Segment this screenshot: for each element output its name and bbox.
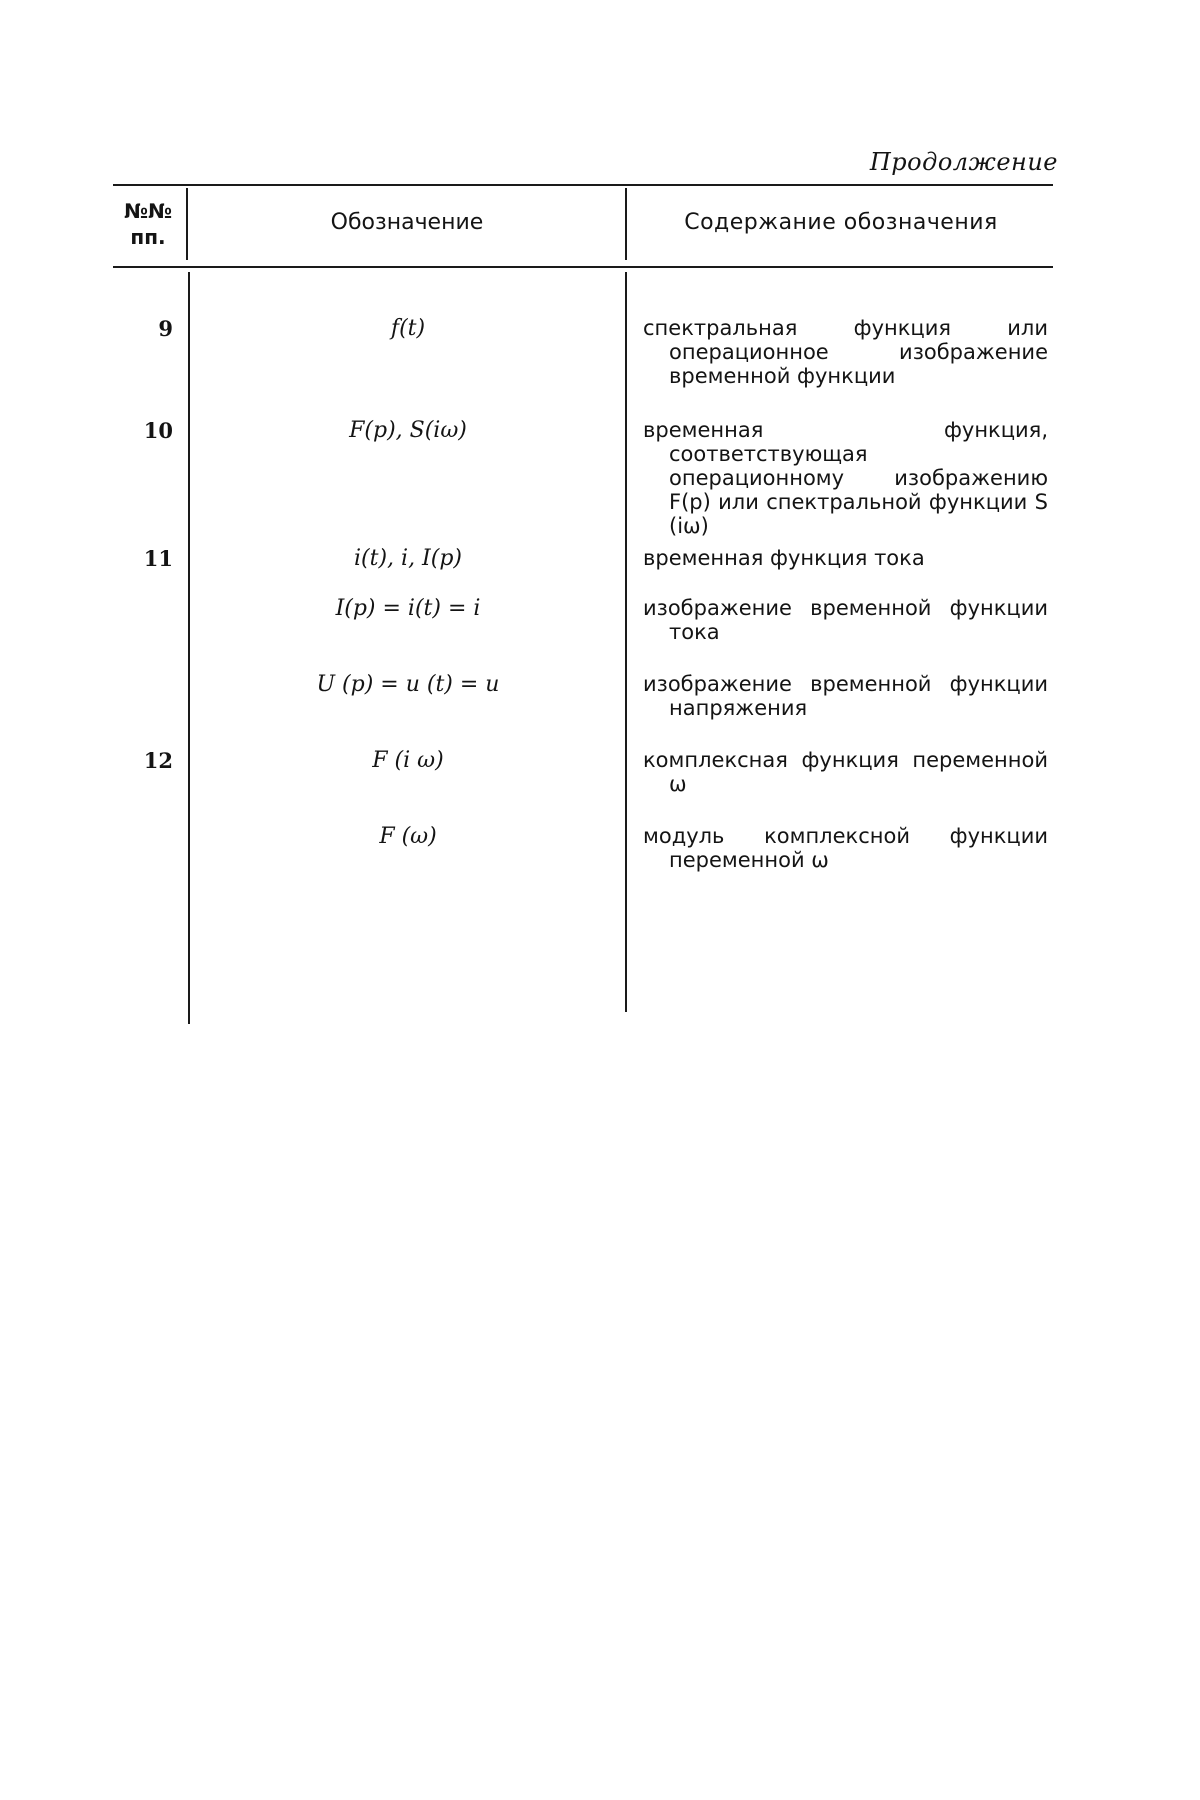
designations-table: [113, 184, 1053, 1024]
column-header-content: Содержание обозначения: [684, 210, 998, 235]
table-top-rule: [113, 184, 1053, 186]
column-header-number: №№ пп.: [123, 199, 173, 249]
row-content: изображение временной функции тока: [643, 596, 1048, 644]
row-content: изображение временной функции напряжения: [643, 672, 1048, 720]
row-content: временная функция, соответствующая операционному изображению F(p) или спектральной функции S (iω): [643, 418, 1048, 538]
row-designation: F (ω): [379, 824, 437, 849]
header-divider-1: [186, 188, 188, 260]
row-designation: F (i ω): [372, 748, 444, 773]
row-number: 12: [143, 748, 173, 773]
continuation-label: Продолжение: [869, 148, 1058, 176]
row-content: спектральная функция или операционное изображение временной функции: [643, 316, 1048, 388]
row-number: 11: [143, 546, 173, 571]
row-content: комплексная функция переменной ω: [643, 748, 1048, 796]
row-designation: U (p) = u (t) = u: [316, 672, 500, 697]
row-designation: F(p), S(iω): [349, 418, 467, 443]
row-content: модуль комплексной функции переменной ω: [643, 824, 1048, 872]
column-header-designation: Обозначение: [330, 210, 484, 235]
row-designation: I(p) = i(t) = i: [335, 596, 481, 621]
row-designation: f(t): [390, 316, 426, 341]
header-bottom-rule: [113, 266, 1053, 268]
body-divider-1: [188, 272, 190, 1024]
body-divider-2: [625, 272, 627, 1012]
row-content: временная функция тока: [643, 546, 925, 570]
header-divider-2: [625, 188, 627, 260]
row-number: 9: [158, 316, 173, 341]
row-designation: i(t), i, I(p): [354, 546, 462, 571]
row-number: 10: [143, 418, 173, 443]
